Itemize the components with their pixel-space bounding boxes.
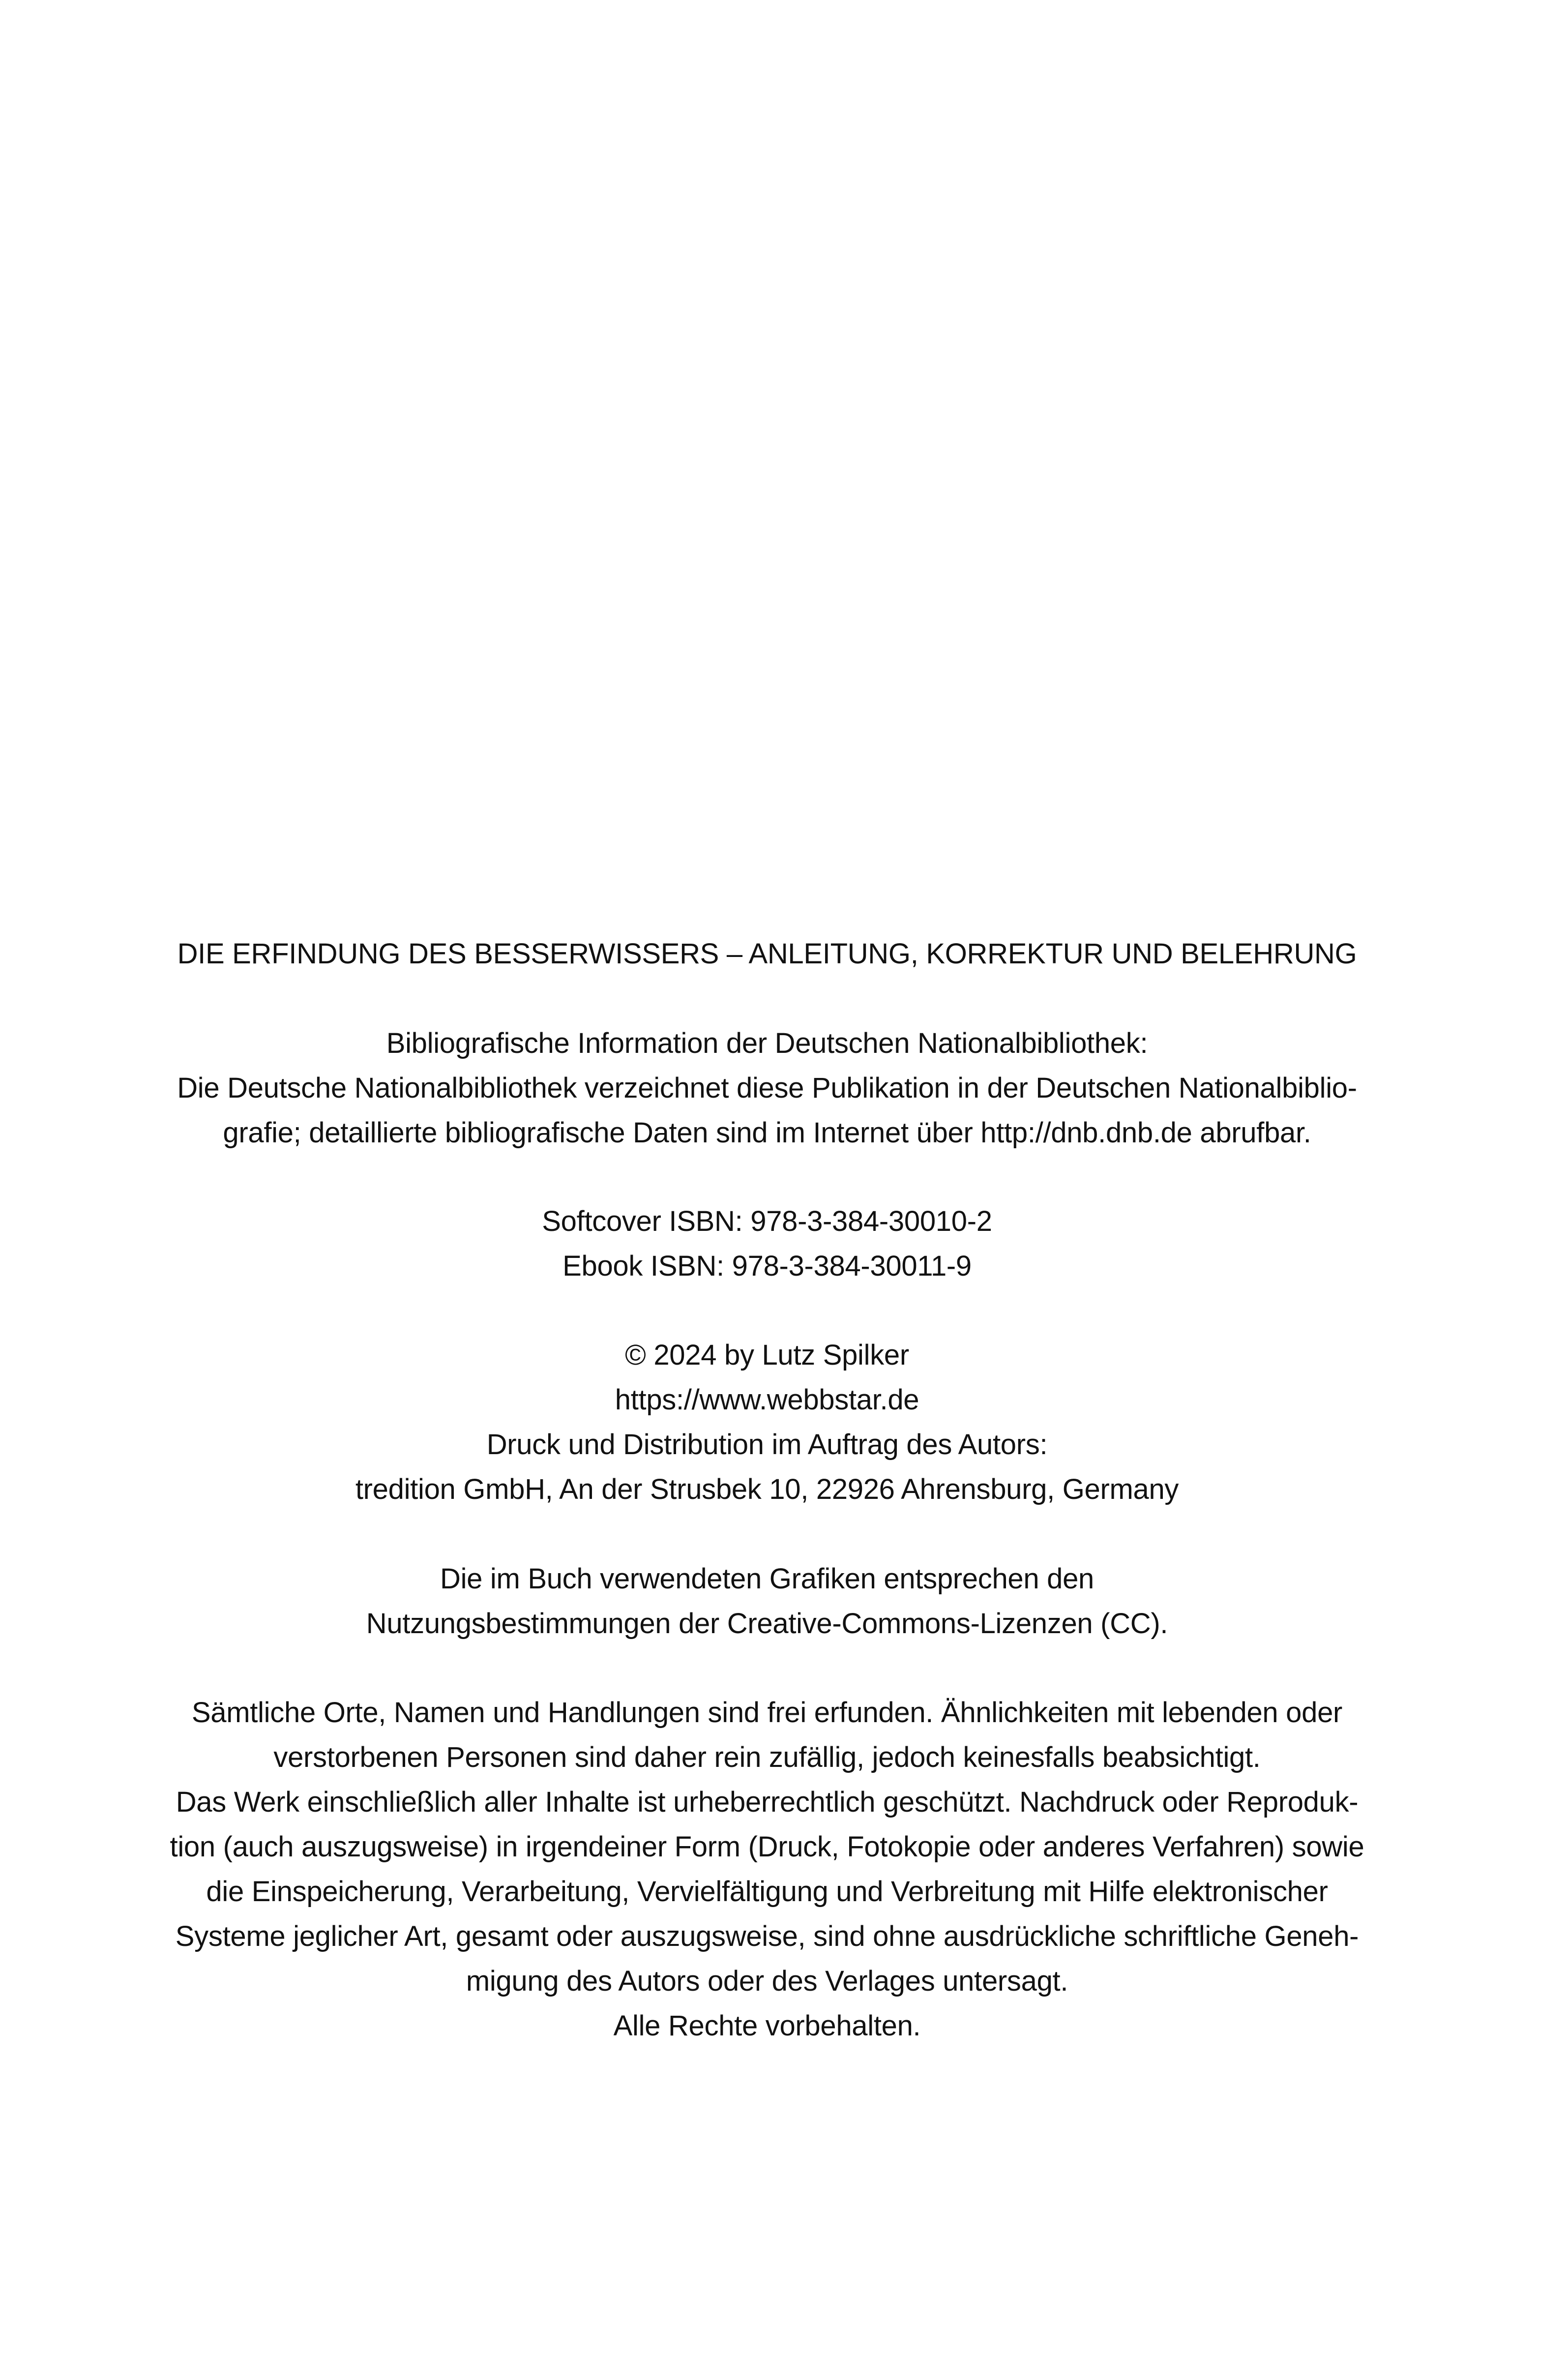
legal-line: migung des Autors oder des Verlages untersagt. bbox=[466, 1965, 1068, 1997]
publisher-address: tredition GmbH, An der Strusbek 10, 22926 Ahrensburg, Germany bbox=[355, 1473, 1179, 1505]
copyright-notice: © 2024 by Lutz Spilker bbox=[625, 1339, 909, 1371]
legal-line: Das Werk einschließlich aller Inhalte ist urheberrechtlich geschützt. Nachdruck oder Reproduk- bbox=[176, 1786, 1359, 1818]
graphics-note-line: Die im Buch verwendeten Grafiken entsprechen den bbox=[440, 1563, 1095, 1595]
graphics-note-line: Nutzungsbestimmungen der Creative-Commons-Lizenzen (CC). bbox=[366, 1608, 1168, 1640]
bibliographic-heading: Bibliografische Information der Deutschen Nationalbibliothek: bbox=[386, 1027, 1148, 1059]
author-website: https://www.webbstar.de bbox=[615, 1384, 919, 1416]
book-title-block bbox=[148, 931, 1387, 976]
ebook-isbn: Ebook ISBN: 978-3-384-30011-9 bbox=[562, 1250, 972, 1282]
legal-line: tion (auch auszugsweise) in irgendeiner Form (Druck, Fotokopie oder anderes Verfahren) sowie bbox=[170, 1831, 1364, 1863]
copyright-block bbox=[148, 1333, 1387, 1512]
bibliographic-information bbox=[148, 1021, 1387, 1155]
softcover-isbn: Softcover ISBN: 978-3-384-30010-2 bbox=[542, 1205, 992, 1237]
graphics-license-note bbox=[148, 1556, 1387, 1646]
bibliographic-text-line: Die Deutsche Nationalbibliothek verzeichnet diese Publikation in der Deutschen Nationalbiblio- bbox=[177, 1072, 1357, 1104]
book-title: DIE ERFINDUNG DES BESSERWISSERS – ANLEITUNG, KORREKTUR UND BELEHRUNG bbox=[177, 938, 1357, 970]
print-distribution-label: Druck und Distribution im Auftrag des Autors: bbox=[486, 1429, 1048, 1461]
isbn-block bbox=[148, 1199, 1387, 1288]
legal-disclaimer bbox=[148, 1690, 1387, 2048]
legal-line: verstorbenen Personen sind daher rein zufällig, jedoch keinesfalls beabsichtigt. bbox=[273, 1741, 1261, 1773]
legal-line: Sämtliche Orte, Namen und Handlungen sind frei erfunden. Ähnlichkeiten mit lebenden oder bbox=[191, 1697, 1343, 1729]
bibliographic-text-line: grafie; detaillierte bibliografische Daten sind im Internet über http://dnb.dnb.de abrufbar. bbox=[223, 1117, 1311, 1149]
legal-line: Systeme jeglicher Art, gesamt oder auszugsweise, sind ohne ausdrückliche schriftliche Geneh- bbox=[175, 1920, 1359, 1952]
rights-reserved: Alle Rechte vorbehalten. bbox=[613, 2010, 921, 2042]
legal-line: die Einspeicherung, Verarbeitung, Vervielfältigung und Verbreitung mit Hilfe elektronischer bbox=[206, 1876, 1328, 1908]
